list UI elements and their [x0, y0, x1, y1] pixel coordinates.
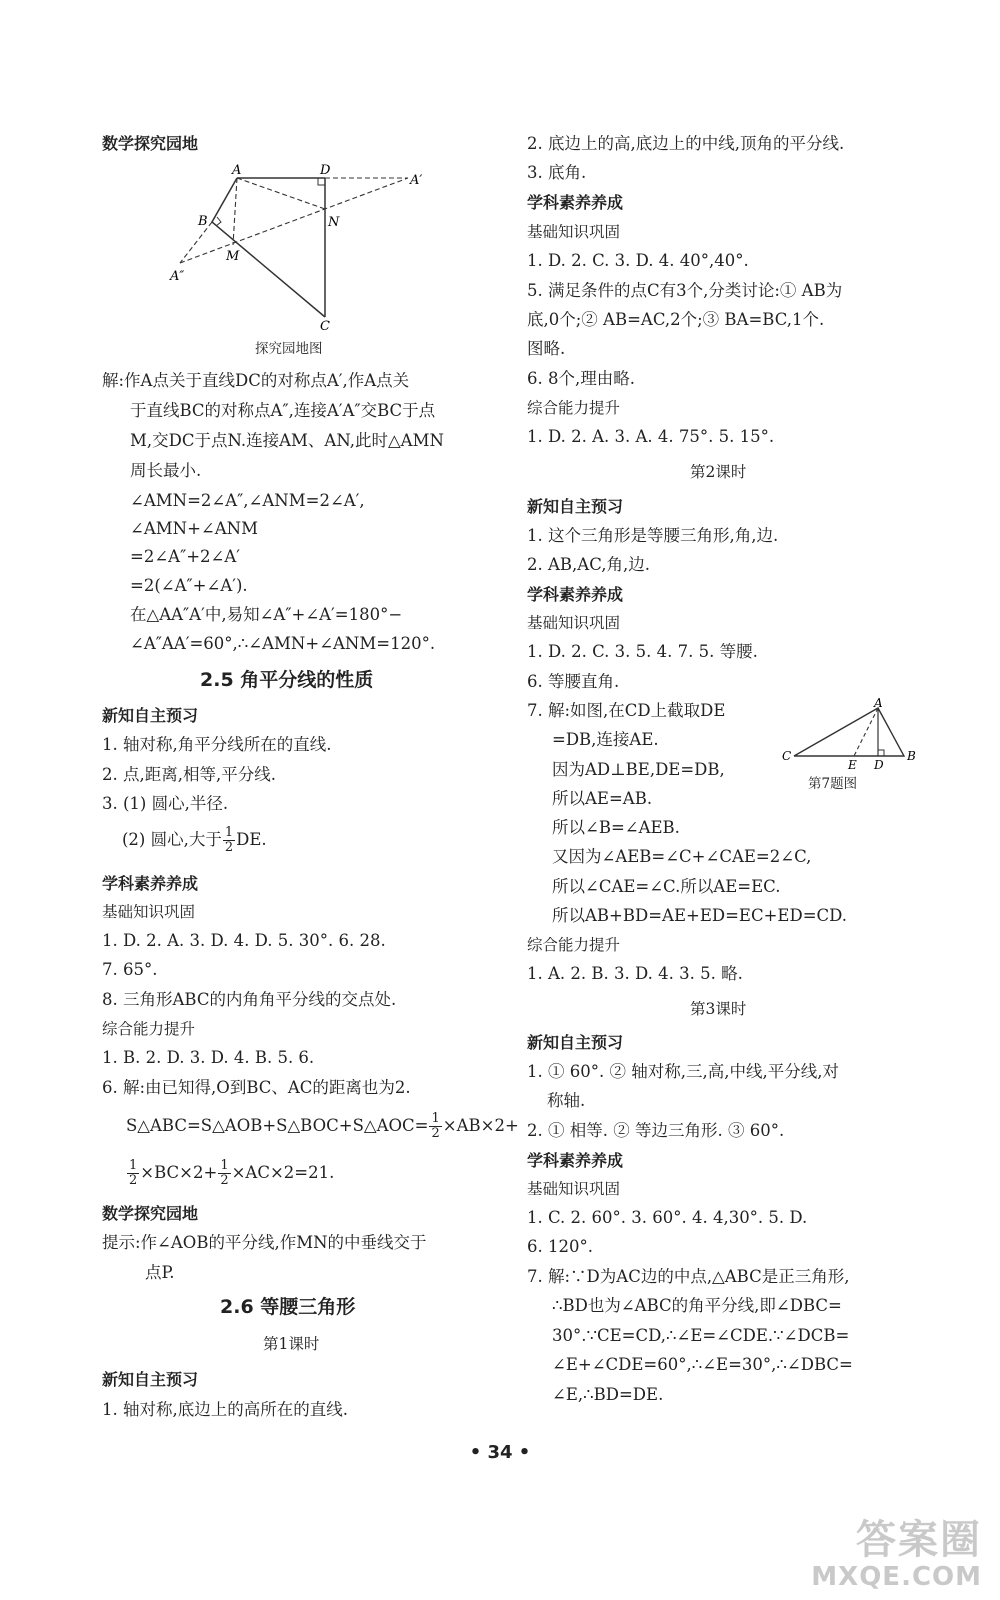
answer-line: 7. 解:如图,在CD上截取DE: [527, 701, 726, 720]
subheading: 新知自主预习: [102, 706, 199, 725]
fig7-label-e: E: [848, 758, 857, 770]
subheading: 新知自主预习: [527, 497, 624, 516]
hint-line: 点P.: [145, 1263, 175, 1282]
subheading: 基础知识巩固: [527, 223, 621, 241]
numerator: 1: [431, 1111, 440, 1126]
watermark-logo: [811, 1518, 982, 1592]
subheading: 学科素养养成: [102, 874, 199, 893]
answer-line: 所以∠CAE=∠C.所以AE=EC.: [552, 877, 781, 896]
answer-line: 1. D. 2. C. 3. 5. 4. 7. 5. 等腰.: [527, 642, 758, 661]
answer-line: 2. 点,距离,相等,平分线.: [102, 765, 276, 784]
solution-line: 于直线BC的对称点A″,连接A′A″交BC于点: [130, 401, 436, 420]
solution-line: 解:作A点关于直线DC的对称点A′,作A点关: [102, 371, 410, 390]
fig1-label-b: B: [198, 214, 208, 229]
answer-line: 7. 65°.: [102, 960, 158, 979]
lesson-heading: 第3课时: [690, 1000, 747, 1018]
subheading: 学科素养养成: [527, 1151, 624, 1170]
fig7-label-a: A: [874, 698, 883, 710]
answer-line: 3. 底角.: [527, 163, 587, 182]
subheading: 新知自主预习: [102, 1370, 199, 1389]
fig1-label-n: N: [328, 215, 340, 230]
fig1-label-c: C: [320, 319, 330, 334]
numerator: 1: [220, 1158, 229, 1173]
answer-line: 所以AE=AB.: [552, 789, 653, 808]
answer-line: ∠E,∴BD=DE.: [552, 1385, 664, 1404]
answer-line: 称轴.: [547, 1091, 586, 1110]
subheading: 学科素养养成: [527, 193, 624, 212]
denominator: 2: [220, 1173, 229, 1188]
watermark-text: 答案圈: [856, 1517, 982, 1563]
subheading: 综合能力提升: [527, 936, 621, 954]
fig7-label-c: C: [782, 749, 792, 763]
solution-line: =2∠A″+2∠A′: [130, 547, 241, 566]
answer-line: 1. A. 2. B. 3. D. 4. 3. 5. 略.: [527, 964, 743, 983]
fraction: [429, 1112, 441, 1141]
answer-line: 因为AD⊥BE,DE=DB,: [552, 760, 725, 779]
answer-line: 所以AB+BD=AE+ED=EC+ED=CD.: [552, 906, 848, 925]
answer-line: ∠E+∠CDE=60°,∴∠E=30°,∴∠DBC=: [552, 1355, 853, 1374]
answer-line: =DB,连接AE.: [552, 730, 659, 749]
hint-line: 提示:作∠AOB的平分线,作MN的中垂线交于: [102, 1233, 427, 1252]
answer-line: 1. 这个三角形是等腰三角形,角,边.: [527, 526, 779, 545]
fraction: [127, 1159, 139, 1188]
lesson-heading: 第1课时: [263, 1335, 320, 1353]
solution-line: ∠AMN+∠ANM: [130, 519, 258, 538]
solution-line: 周长最小.: [130, 461, 202, 480]
denominator: 2: [129, 1173, 138, 1188]
solution-line: ∠A″AA′=60°,∴∠AMN+∠ANM=120°.: [130, 634, 436, 653]
answer-line: 30°.∵CE=CD,∴∠E=∠CDE.∵∠DCB=: [552, 1326, 850, 1345]
fig1-label-aprime: A′: [410, 173, 423, 188]
figure-caption: 第7题图: [808, 776, 858, 792]
explore-figure: [160, 160, 440, 335]
subheading: 新知自主预习: [527, 1033, 624, 1052]
answer-text: DE.: [236, 830, 267, 849]
answer-line: 底,0个;② AB=AC,2个;③ BA=BC,1个.: [527, 310, 825, 329]
section-heading: 2.6 等腰三角形: [220, 1296, 356, 1318]
subheading: 综合能力提升: [102, 1020, 196, 1038]
fig1-label-adoubleprime: A″: [170, 269, 185, 284]
fig1-label-d: D: [320, 163, 331, 178]
fig7-label-b: B: [907, 749, 916, 763]
explore-title: 数学探究园地: [102, 1204, 199, 1223]
section-heading: 2.5 角平分线的性质: [200, 669, 374, 691]
answer-line: 7. 解:∵D为AC边的中点,△ABC是正三角形,: [527, 1267, 850, 1286]
answer-line: 1. D. 2. A. 3. D. 4. D. 5. 30°. 6. 28.: [102, 931, 386, 950]
denominator: 2: [431, 1126, 440, 1141]
explore-title: 数学探究园地: [102, 134, 199, 153]
figure-caption: 探究园地图: [255, 341, 323, 357]
subheading: 基础知识巩固: [527, 614, 621, 632]
answer-line: 1. D. 2. C. 3. D. 4. 40°,40°.: [527, 251, 749, 270]
fig7-label-d: D: [874, 758, 884, 770]
answer-line: 图略.: [527, 339, 566, 358]
answer-line: [126, 1159, 334, 1188]
answer-line: 1. ① 60°. ② 轴对称,三,高,中线,平分线,对: [527, 1062, 839, 1081]
answer-line: 2. ① 相等. ② 等边三角形. ③ 60°.: [527, 1121, 785, 1140]
solution-line: M,交DC于点N.连接AM、AN,此时△AMN: [130, 431, 444, 450]
lesson-heading: 第2课时: [690, 463, 747, 481]
answer-line: 又因为∠AEB=∠C+∠CAE=2∠C,: [552, 847, 812, 866]
answer-line: 所以∠B=∠AEB.: [552, 818, 680, 837]
answer-text: ×BC×2+: [140, 1163, 218, 1182]
page-number: • 34 •: [469, 1442, 531, 1463]
answer-line: 1. 轴对称,底边上的高所在的直线.: [102, 1400, 348, 1419]
answer-line: [126, 1112, 519, 1141]
subheading: 基础知识巩固: [527, 1180, 621, 1198]
fig1-label-a: A: [232, 163, 242, 178]
answer-line: 3. (1) 圆心,半径.: [102, 794, 229, 813]
denominator: 2: [224, 840, 234, 855]
answer-line: 5. 满足条件的点C有3个,分类讨论:① AB为: [527, 281, 843, 300]
answer-line: ∴BD也为∠ABC的角平分线,即∠DBC=: [552, 1296, 842, 1315]
fraction: [223, 826, 235, 855]
answer-line: 6. 120°.: [527, 1237, 593, 1256]
problem7-figure: [778, 698, 928, 770]
answer-text: (2) 圆心,大于: [122, 830, 222, 849]
solution-line: ∠AMN=2∠A″,∠ANM=2∠A′,: [130, 491, 365, 510]
watermark-url: MXQE.COM: [811, 1562, 982, 1592]
solution-line: =2(∠A″+∠A′).: [130, 576, 248, 595]
answer-line: 1. D. 2. A. 3. A. 4. 75°. 5. 15°.: [527, 427, 775, 446]
answer-line: 1. C. 2. 60°. 3. 60°. 4. 4,30°. 5. D.: [527, 1208, 808, 1227]
answer-line: 1. 轴对称,角平分线所在的直线.: [102, 735, 332, 754]
answer-line: 6. 解:由已知得,O到BC、AC的距离也为2.: [102, 1078, 411, 1097]
solution-line: 在△AA″A′中,易知∠A″+∠A′=180°−: [130, 605, 403, 624]
answer-line: 2. AB,AC,角,边.: [527, 555, 650, 574]
answer-text: S△ABC=S△AOB+S△BOC+S△AOC=: [126, 1116, 429, 1135]
answer-text: ×AB×2+: [442, 1116, 519, 1135]
answer-line: 8. 三角形ABC的内角角平分线的交点处.: [102, 990, 397, 1009]
subheading: 学科素养养成: [527, 585, 624, 604]
fig1-label-m: M: [226, 249, 240, 264]
subheading: 基础知识巩固: [102, 903, 196, 921]
fraction: [218, 1159, 230, 1188]
subheading: 综合能力提升: [527, 399, 621, 417]
answer-line: 6. 等腰直角.: [527, 672, 620, 691]
answer-line: [122, 826, 267, 855]
answer-line: 2. 底边上的高,底边上的中线,顶角的平分线.: [527, 134, 845, 153]
numerator: 1: [129, 1158, 138, 1173]
answer-line: 6. 8个,理由略.: [527, 369, 635, 388]
numerator: 1: [224, 825, 234, 840]
answer-text: ×AC×2=21.: [231, 1163, 335, 1182]
answer-line: 1. B. 2. D. 3. D. 4. B. 5. 6.: [102, 1048, 315, 1067]
